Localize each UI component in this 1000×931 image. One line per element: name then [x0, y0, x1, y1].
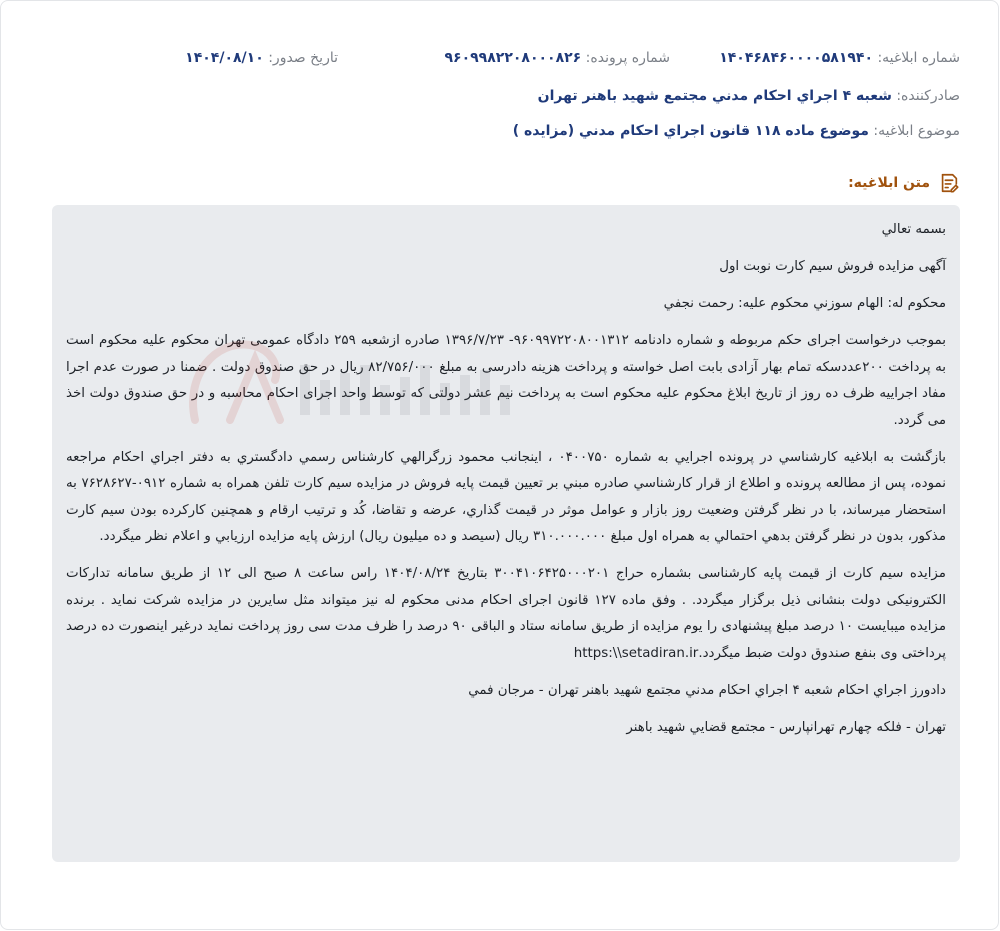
body-paragraph: تهران - فلكه چهارم تهرانپارس - مجتمع قضايي شهيد باهنر: [626, 719, 946, 735]
notice-text-heading: [848, 171, 960, 195]
subject-value: موضوع ماده ۱۱۸ قانون اجراي احكام مدني (مزايده ): [512, 123, 869, 139]
body-paragraph: دادورز اجراي احكام شعبه ۴ اجراي احكام مدني مجتمع شهيد باهنر تهران - مرجان فمي: [468, 682, 946, 698]
notice-number-value: ۱۴۰۴۶۸۴۶۰۰۰۰۵۸۱۹۴۰: [719, 50, 873, 66]
notice-meta-row: [40, 46, 960, 70]
body-paragraph: آگهی مزایده فروش سیم کارت نوبت اول: [719, 259, 946, 274]
notice-body: [52, 205, 960, 862]
body-paragraph: مزایده سیم کارت از قیمت پایه کارشناسی بشماره حراج ۳۰۰۴۱۰۶۴۲۵۰۰۰۲۰۱ بتاریخ ۱۴۰۴/۰۸/۲۴ راس ساعت ۸ صبح الی ۱۲ از طریق سامانه تدارکات الکترونیکی دولت بنشانی ذیل برگزار میگردد. . وفق ماده ۱۲۷ قانون اجرای احکام مدنی محکوم له نیز میتواند مثل سایرین در مزایده شرکت نماید . برنده مزایده میبایست ۱۰ درصد مبلغ پیشنهادی را یوم مزایده از طریق سامانه ستاد و الباقی ۹۰ درصد را ظرف مدت سی روز پرداخت نماید درغیر اینصورت ده درصد پرداختی وی بنفع صندوق دولت ضبط میگردد.https:\\setadiran.ir: [66, 566, 946, 661]
subject-label: موضوع ابلاغيه:: [873, 123, 960, 139]
case-number: [445, 46, 671, 70]
issuer-label: صادرکننده:: [896, 88, 960, 104]
issuer-value: شعبه ۴ اجراي احكام مدني مجتمع شهيد باهنر تهران: [537, 88, 892, 104]
notice-number: [719, 46, 960, 70]
body-paragraph: محکوم له: الهام سوزني محكوم عليه: رحمت نجفي: [663, 296, 946, 311]
document-edit-icon: [938, 172, 960, 194]
case-number-value: ۹۶۰۹۹۸۲۲۰۸۰۰۰۸۲۶: [444, 50, 582, 66]
issue-date-value: ۱۴۰۴/۰۸/۱۰: [185, 50, 264, 66]
notice-number-label: شماره ابلاغيه:: [877, 50, 960, 66]
body-paragraph: بموجب درخواست اجرای حکم مربوطه و شماره دادنامه ۹۶۰۹۹۷۲۲۰۸۰۰۱۳۱۲- ۱۳۹۶/۷/۲۳ صادره ازشعبه ۲۵۹ دادگاه عمومی تهران محکوم علیه محکوم است به پرداخت ۲۰۰عددسکه تمام بهار آزادی بابت اصل خواسته و پرداخت هزینه دادرسی به مبلغ ۸۲/۷۵۶/۰۰۰ ریال در حق صندوق دولت . ضمنا در صورت عدم اجرا مفاد اجراییه ظرف ده روز از تاریخ ابلاغ محکوم علیه محکوم است به پرداخت نیم عشر دولتی که توسط واحد اجرای احکام محاسبه و در حق صندوق دولت اخذ می گردد.: [66, 333, 947, 428]
body-paragraph: بسمه تعالي: [881, 222, 946, 237]
case-number-label: شماره پرونده:: [585, 50, 670, 66]
body-paragraph: بازگشت به ابلاغيه كارشناسي در پرونده اجرايي به شماره ۰۴۰۰۷۵۰ ، اينجانب محمود زرگرالهي كارشناس رسمي دادگستري به دفتر اجراي احكام مراجعه نموده، پس از مطالعه پرونده و اطلاع از قرار كارشناسي صادره مبني بر تعيين قيمت پايه فروش در مزايده سيم كارت تلفن همراه به شماره ۰۹۱۲-۷۶۲۸۶۲۷ به استحضار ميرساند، با در نظر گرفتن وضعيت روز بازار و عوامل موثر در قيمت گذاري، عرضه و تقاضا، کُد و ترتيب ارقام و همچنين كاركرده بودن سيم كارت مذكور، بدون در نظر گرفتن بدهي احتمالي به همراه اول مبلغ ۳۱۰.۰۰۰.۰۰۰ ريال (سيصد و ده ميليون ريال) ارزش پايه مزايده ارزيابي و اعلام نظر ميگردد.: [66, 449, 947, 544]
issue-date: [185, 46, 338, 70]
subject-row: [40, 119, 960, 143]
notice-text-heading-label: متن ابلاغيه:: [848, 175, 930, 191]
issuer-row: [40, 84, 960, 108]
issue-date-label: تاريخ صدور:: [268, 50, 338, 66]
